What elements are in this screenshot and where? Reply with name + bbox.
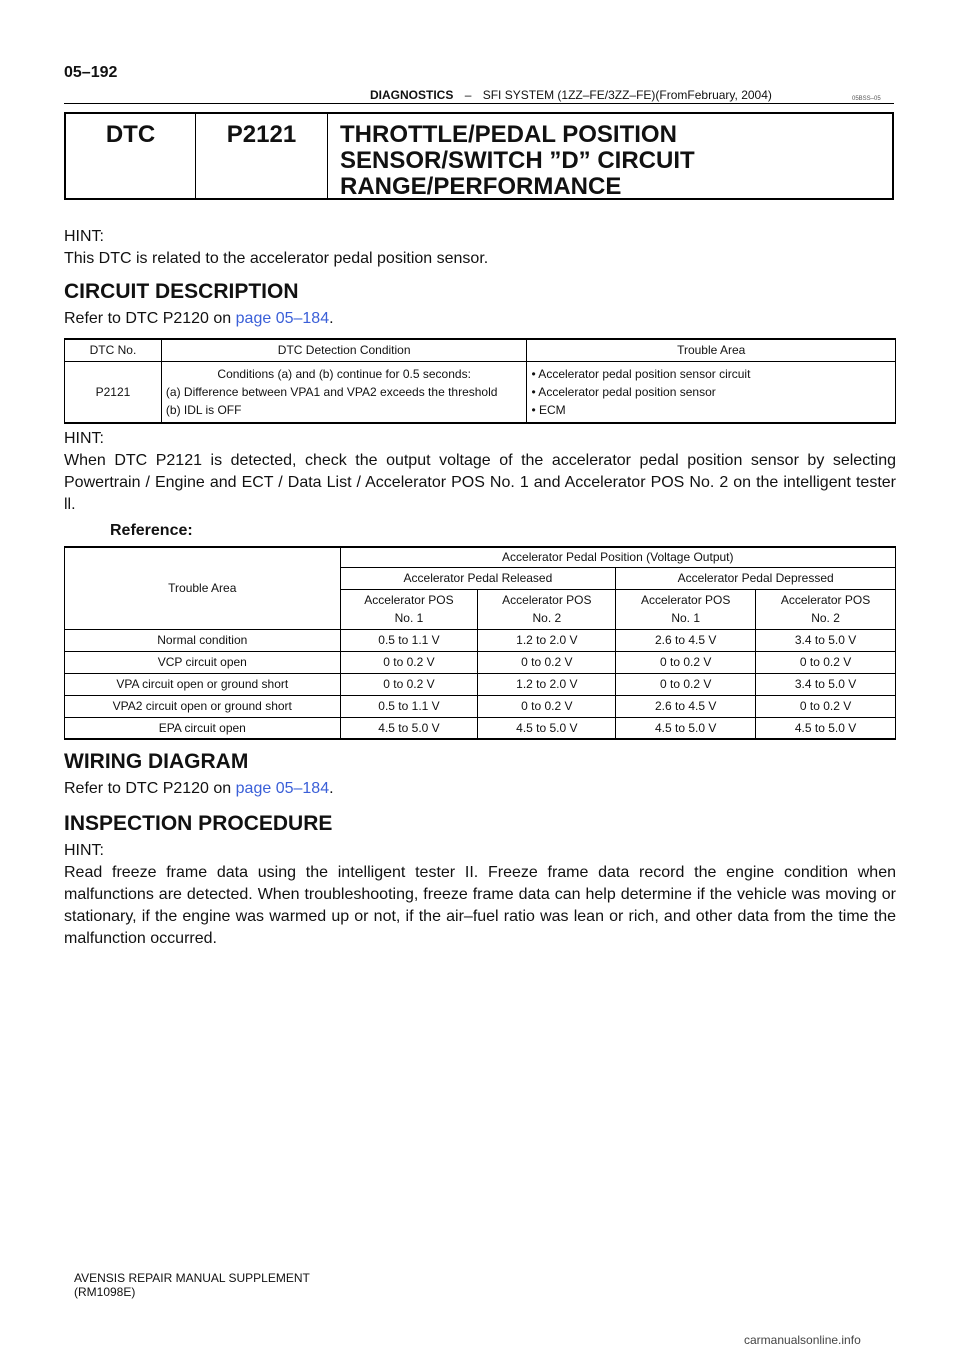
hint-paragraph: When DTC P2121 is detected, check the output voltage of the accelerator pedal position sensor by selecting Powertrain / Engine and ECT / Data List / Accelerator POS No. 1 and Accelerator POS No. 2 on the intelligent tester ll. (64, 452, 896, 513)
footer-manual-code: (RM1098E) (74, 1285, 136, 1299)
hint-label: HINT: (64, 842, 104, 859)
table-cell: 4.5 to 5.0 V (478, 717, 616, 739)
dtc-title (328, 114, 892, 198)
table-cell: Normal condition (65, 629, 341, 651)
condition-line: Conditions (a) and (b) continue for 0.5 seconds: (217, 366, 471, 381)
table-cell: VCP circuit open (65, 651, 341, 673)
table-cell: 3.4 to 5.0 V (756, 629, 896, 651)
reference-text: Refer to DTC P2120 on (64, 310, 232, 327)
document-code: 05BSS–05 (852, 96, 881, 102)
hint-label: HINT: (64, 430, 104, 447)
detection-condition-cell (161, 361, 527, 423)
circuit-reference (64, 308, 334, 330)
header-separator: – (464, 88, 472, 102)
table-cell: 0 to 0.2 V (756, 651, 896, 673)
table-cell: 0 to 0.2 V (340, 673, 478, 695)
table-cell: 0 to 0.2 V (478, 695, 616, 717)
pos-column-header: Accelerator POS No. 2 (756, 589, 896, 629)
table-cell: VPA circuit open or ground short (65, 673, 341, 695)
column-header: DTC Detection Condition (161, 339, 527, 361)
column-header: Trouble Area (527, 339, 896, 361)
page-link[interactable]: page 05–184 (235, 780, 330, 797)
table-cell: 2.6 to 4.5 V (616, 629, 756, 651)
table-cell: 0 to 0.2 V (616, 651, 756, 673)
pos-column-header: Accelerator POS No. 1 (616, 589, 756, 629)
voltage-output-header: Accelerator Pedal Position (Voltage Output) (340, 547, 895, 567)
trouble-area-cell (527, 361, 896, 423)
footer-manual-title: AVENSIS REPAIR MANUAL SUPPLEMENT (74, 1271, 310, 1285)
table-cell: 0 to 0.2 V (340, 651, 478, 673)
reference-label: Reference: (110, 522, 193, 539)
table-cell: 4.5 to 5.0 V (756, 717, 896, 739)
circuit-description-heading: CIRCUIT DESCRIPTION (64, 280, 299, 303)
column-header: DTC No. (65, 339, 162, 361)
running-header (370, 88, 772, 102)
system-name: SFI SYSTEM (1ZZ–FE/3ZZ–FE)(FromFebruary, 2004) (482, 88, 772, 102)
trouble-area-item: • Accelerator pedal position sensor (531, 384, 716, 399)
inspection-paragraph: Read freeze frame data using the intelligent tester II. Freeze frame data record the engine condition when malfunctions are detected. When troubleshooting, freeze frame data can help determine if the vehicle was moving or stationary, if the engine was warmed up or not, if the air–fuel ratio was lean or rich, and other data from the time the malfunction occurred. (64, 864, 896, 947)
trouble-area-header: Trouble Area (65, 547, 341, 629)
condition-line: (a) Difference between VPA1 and VPA2 exceeds the threshold (165, 384, 498, 399)
reference-suffix: . (329, 780, 334, 797)
dtc-label: DTC (66, 114, 196, 198)
dtc-title-line: RANGE/PERFORMANCE (340, 173, 622, 200)
table-cell: 4.5 to 5.0 V (340, 717, 478, 739)
hint-text: This DTC is related to the accelerator pedal position sensor. (64, 250, 489, 267)
pedal-depressed-header: Accelerator Pedal Depressed (616, 567, 896, 589)
dtc-title-line: SENSOR/SWITCH ”D” CIRCUIT (340, 147, 695, 174)
watermark: carmanualsonline.info (744, 1333, 861, 1347)
table-cell: 0.5 to 1.1 V (340, 629, 478, 651)
table-cell: 0.5 to 1.1 V (340, 695, 478, 717)
trouble-area-item: • Accelerator pedal position sensor circuit (531, 366, 751, 381)
table-cell: VPA2 circuit open or ground short (65, 695, 341, 717)
table-cell: 1.2 to 2.0 V (478, 629, 616, 651)
trouble-area-item: • ECM (531, 402, 566, 417)
table-row (65, 695, 896, 717)
page-number: 05–192 (64, 64, 118, 81)
pedal-released-header: Accelerator Pedal Released (340, 567, 616, 589)
pos-column-header: Accelerator POS No. 2 (478, 589, 616, 629)
table-row (65, 673, 896, 695)
dtc-detection-table (64, 338, 896, 424)
table-row (65, 629, 896, 651)
reference-suffix: . (329, 310, 334, 327)
table-cell: 4.5 to 5.0 V (616, 717, 756, 739)
page-link[interactable]: page 05–184 (235, 310, 330, 327)
table-row (65, 717, 896, 739)
inspection-procedure-heading: INSPECTION PROCEDURE (64, 812, 333, 835)
dtc-title-box (64, 112, 894, 200)
table-cell: EPA circuit open (65, 717, 341, 739)
dtc-number-cell: P2121 (65, 361, 162, 423)
table-cell: 0 to 0.2 V (616, 673, 756, 695)
reference-voltage-table (64, 546, 896, 740)
hint-label: HINT: (64, 228, 104, 245)
table-cell: 0 to 0.2 V (478, 651, 616, 673)
reference-text: Refer to DTC P2120 on (64, 780, 232, 797)
section-name: DIAGNOSTICS (370, 88, 454, 102)
table-cell: 0 to 0.2 V (756, 695, 896, 717)
pos-column-header: Accelerator POS No. 1 (340, 589, 478, 629)
table-cell: 1.2 to 2.0 V (478, 673, 616, 695)
wiring-reference (64, 778, 334, 800)
dtc-code: P2121 (196, 114, 328, 198)
wiring-diagram-heading: WIRING DIAGRAM (64, 750, 249, 773)
table-cell: 3.4 to 5.0 V (756, 673, 896, 695)
dtc-title-line: THROTTLE/PEDAL POSITION (340, 121, 677, 148)
table-cell: 2.6 to 4.5 V (616, 695, 756, 717)
table-row (65, 651, 896, 673)
header-rule (64, 103, 894, 104)
condition-line: (b) IDL is OFF (165, 402, 242, 417)
